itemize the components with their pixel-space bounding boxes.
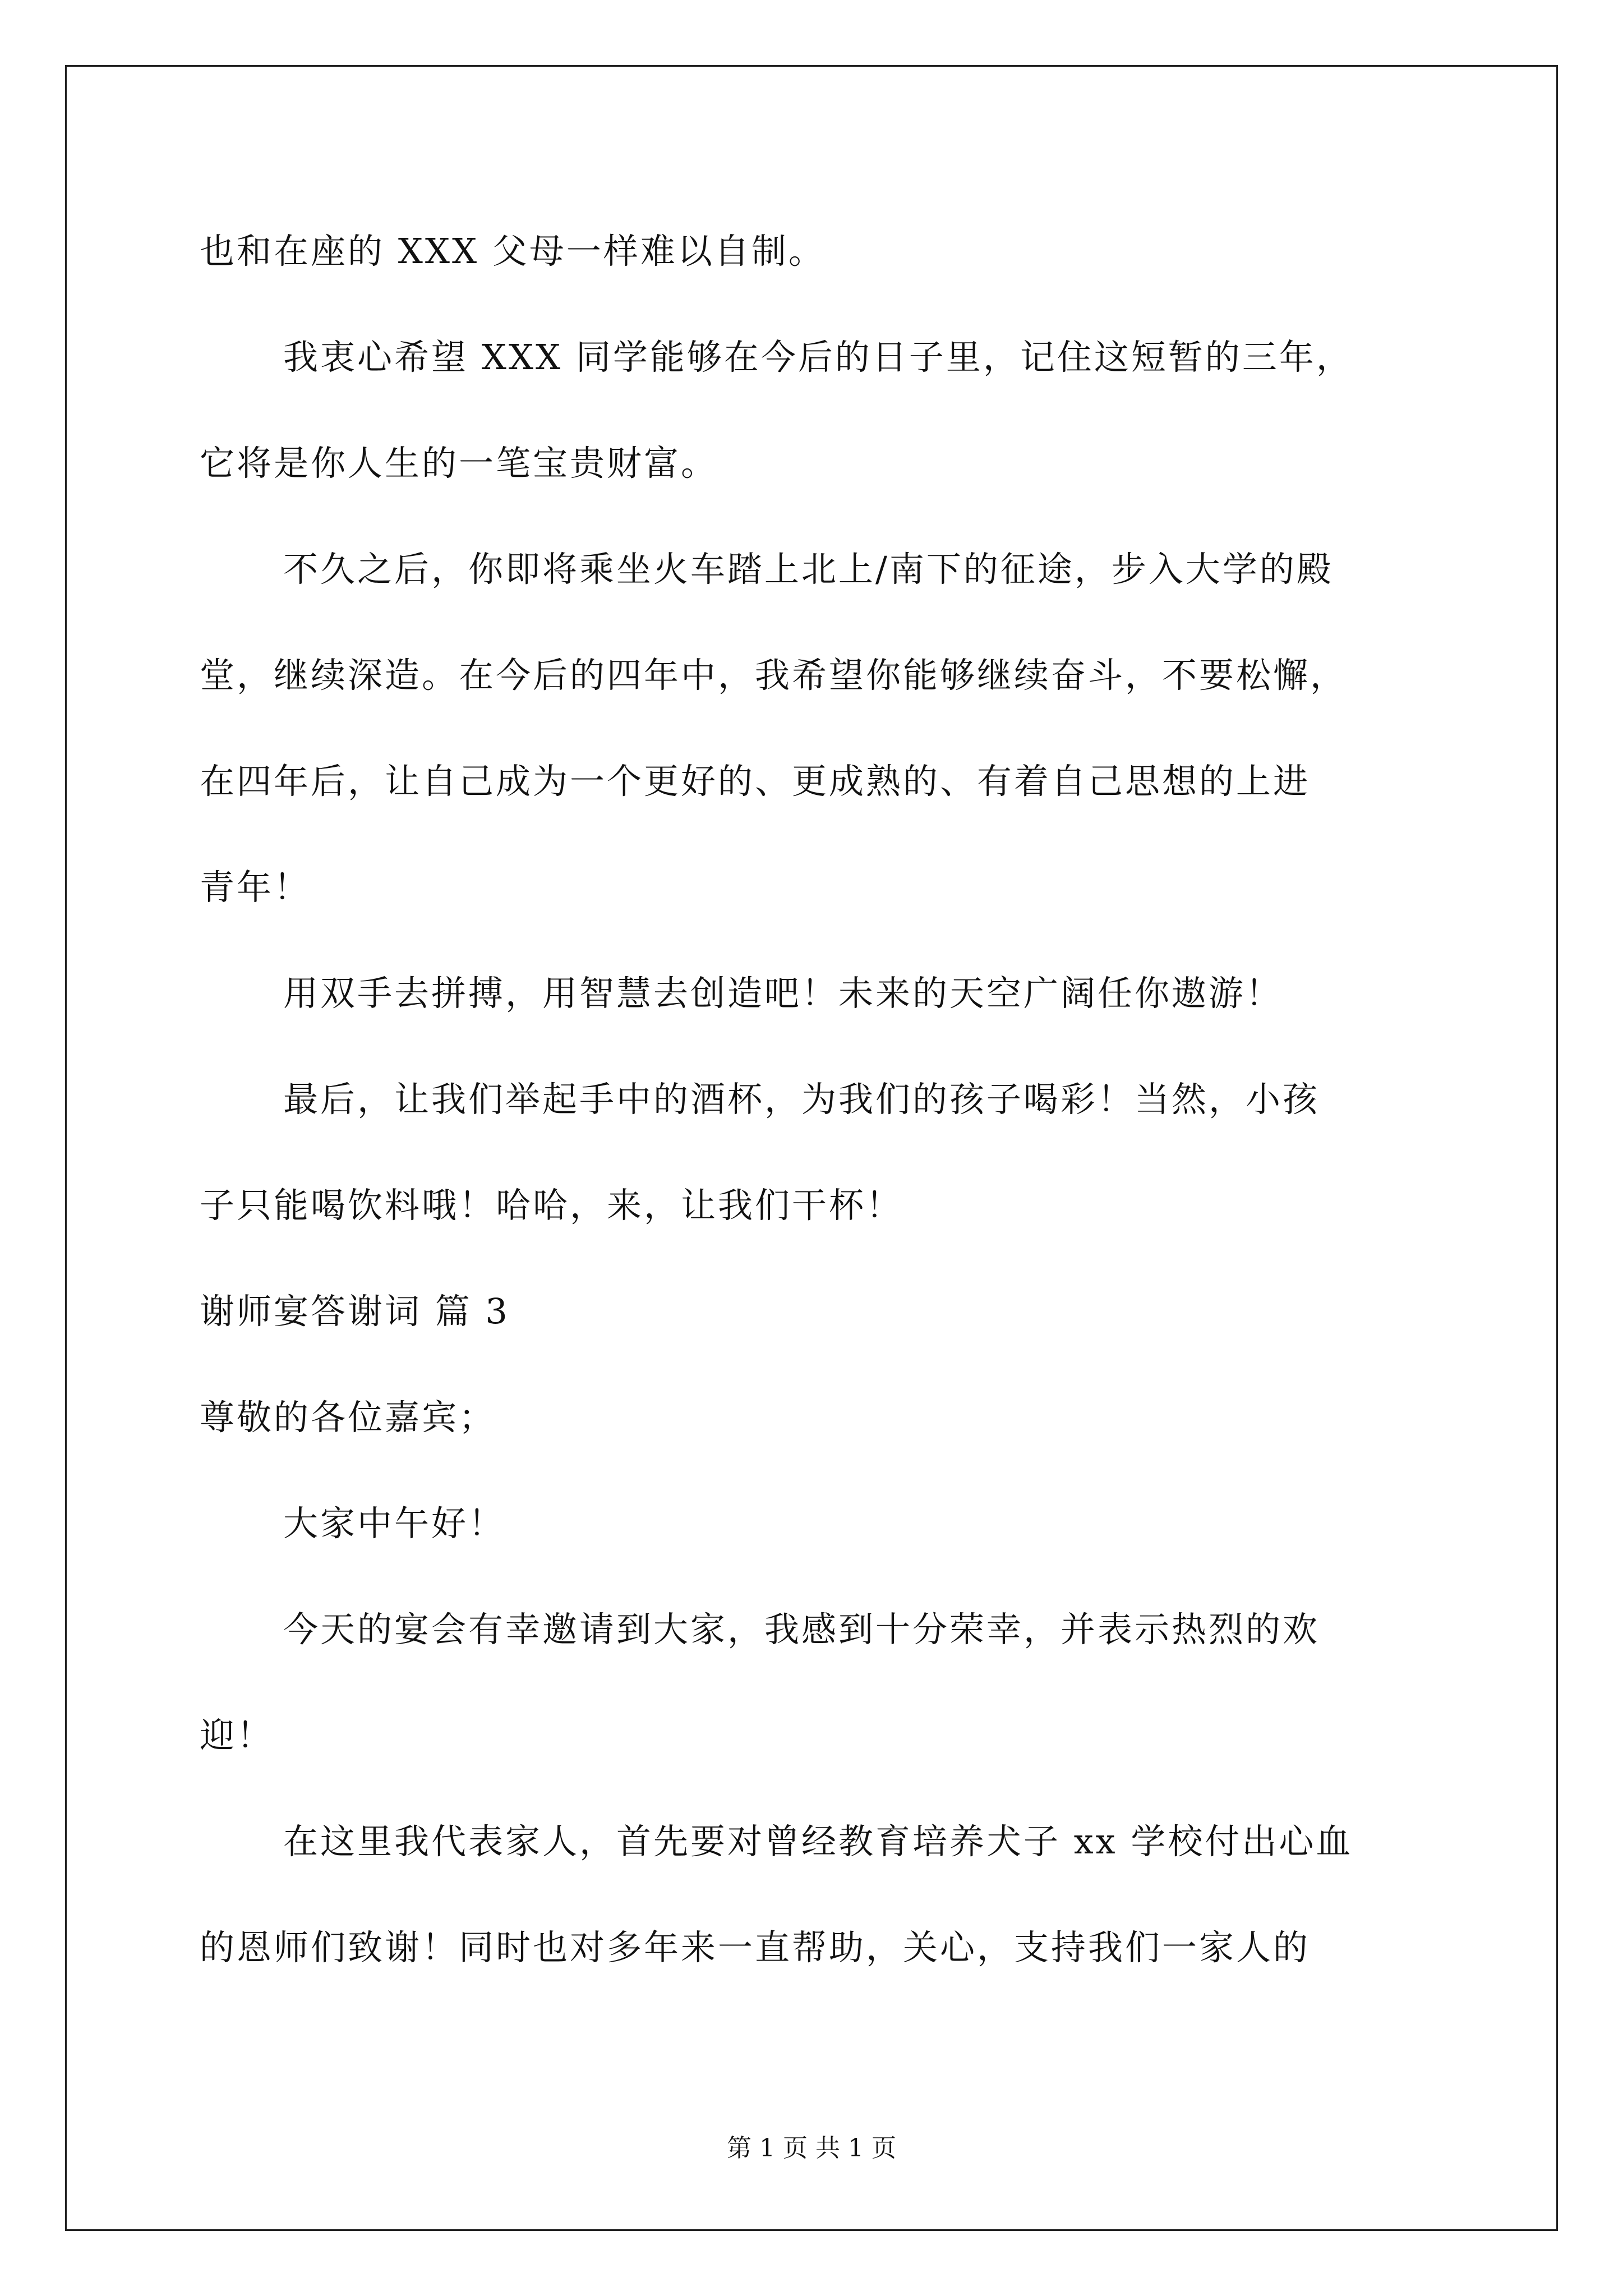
- body-line-5: 堂，继续深造。在今后的四年中，我希望你能够继续奋斗，不要松懈，: [200, 655, 1348, 696]
- body-line-7: 青年！: [200, 867, 311, 908]
- body-line-2: 我衷心希望 XXX 同学能够在今后的日子里，记住这短暂的三年，: [283, 337, 1353, 378]
- body-line-3: 它将是你人生的一笔宝贵财富。: [200, 443, 718, 484]
- body-line-9: 最后，让我们举起手中的酒杯，为我们的孩子喝彩！当然，小孩: [283, 1079, 1320, 1120]
- body-line-15: 迎！: [200, 1715, 274, 1756]
- body-line-10: 子只能喝饮料哦！哈哈，来，让我们干杯！: [200, 1185, 903, 1226]
- body-line-1: 也和在座的 XXX 父母一样难以自制。: [200, 231, 826, 272]
- body-line-6: 在四年后，让自己成为一个更好的、更成熟的、有着自己思想的上进: [200, 761, 1311, 802]
- page-number-footer: 第 1 页 共 1 页: [727, 2134, 896, 2162]
- body-line-14: 今天的宴会有幸邀请到大家，我感到十分荣幸，并表示热烈的欢: [283, 1609, 1320, 1650]
- body-line-8: 用双手去拼搏，用智慧去创造吧！未来的天空广阔任你遨游！: [283, 973, 1283, 1014]
- salutation: 尊敬的各位嘉宾；: [200, 1397, 496, 1438]
- body-line-16: 在这里我代表家人，首先要对曾经教育培养犬子 xx 学校付出心血: [283, 1821, 1353, 1862]
- body-line-17: 的恩师们致谢！同时也对多年来一直帮助，关心，支持我们一家人的: [200, 1927, 1311, 1968]
- page-border: [65, 65, 1558, 2231]
- section-heading: 谢师宴答谢词 篇 3: [200, 1291, 510, 1332]
- body-line-4: 不久之后，你即将乘坐火车踏上北上/南下的征途，步入大学的殿: [283, 549, 1334, 590]
- greeting: 大家中午好！: [283, 1503, 506, 1544]
